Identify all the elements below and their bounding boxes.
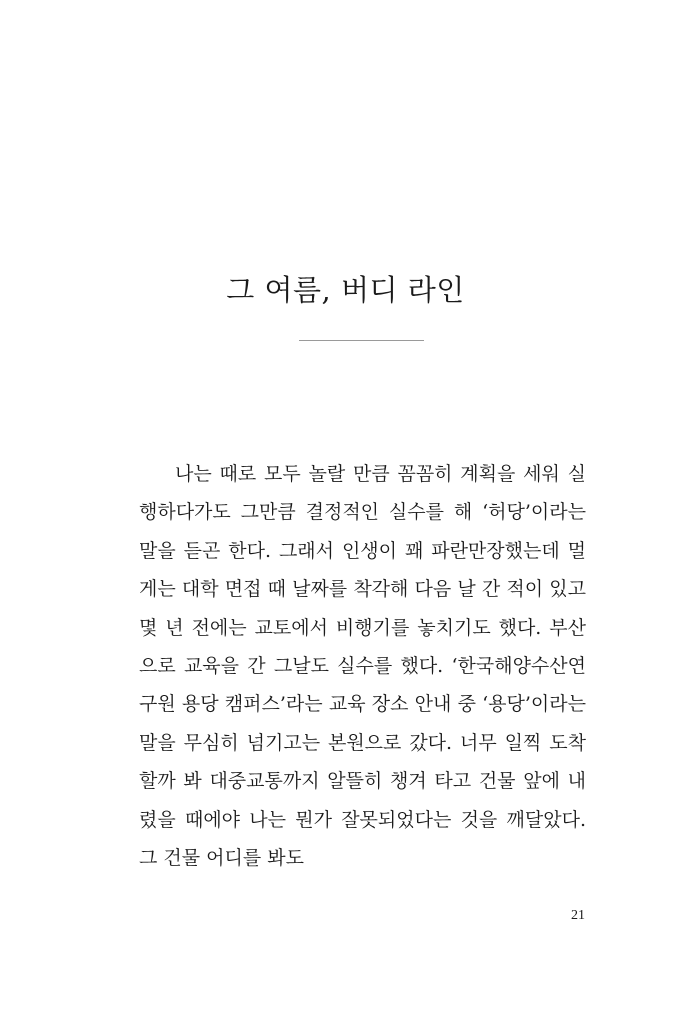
page-number: 21 xyxy=(571,908,585,923)
chapter-title: 그 여름, 버디 라인 xyxy=(226,273,465,307)
body-paragraph: 나는 때로 모두 놀랄 만큼 꼼꼼히 계획을 세워 실행하다가도 그만큼 결정적인 실수를 해 ‘허당’이라는 말을 듣곤 한다. 그래서 인생이 꽤 파란만장했는데 멀게는 대학 면접 때 날짜를 착각해 다음 날 간 적이 있고 몇 년 전에는 교토에서 비행기를 놓치기도 했다. 부산으로 교육을 간 그날도 실수를 했다. ‘한국해양수산연구원 용당 캠퍼스’라는 교육 장소 안내 중 ‘용당’이라는 말을 무심히 넘기고는 본원으로 갔다. 너무 일찍 도착할까 봐 대중교통까지 알뜰히 챙겨 타고 건물 앞에 내렸을 때에야 나는 뭔가 잘못되었다는 것을 깨달았다. 그 건물 어디를 봐도 xyxy=(139,463,586,870)
title-divider xyxy=(299,340,424,341)
